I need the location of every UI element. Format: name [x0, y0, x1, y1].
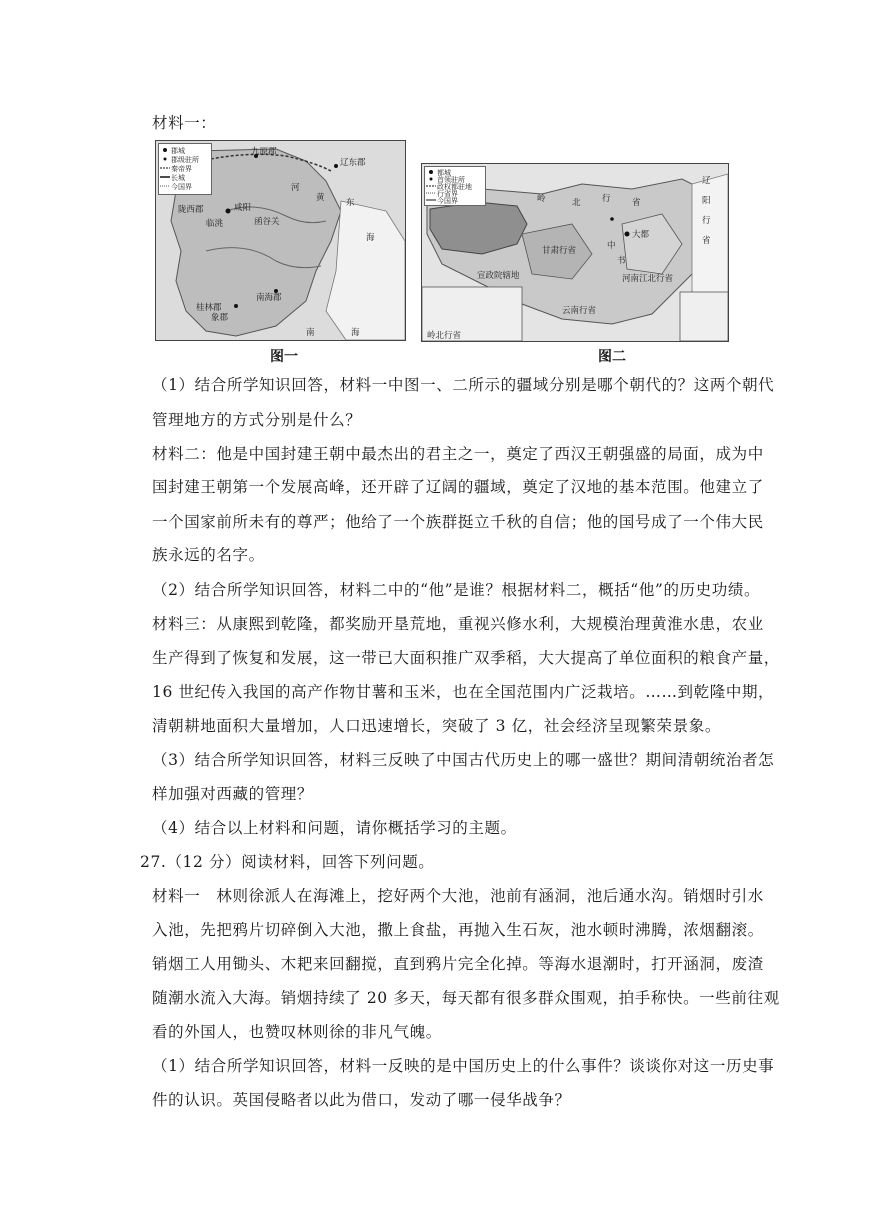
map2-legend-item: 首领驻所	[437, 176, 465, 184]
map1-legend	[158, 143, 212, 195]
map2-legend-item: 今国界	[437, 197, 458, 205]
text-line: 看的外国人，也赞叹林则徐的非凡气魄。	[152, 1023, 442, 1041]
map2-label: 云南行省	[562, 306, 597, 316]
text-line: 国封建王朝第一个发展高峰，还开辟了辽阔的疆域，奠定了汉地的基本范围。他建立了	[152, 478, 764, 496]
map2-legend-item: 政权都驻地	[437, 183, 472, 191]
map2-label: 行	[602, 194, 611, 204]
map1-label: 函谷关	[254, 217, 280, 227]
text-line: 清朝耕地面积大量增加，人口迅速增长，突破了 3 亿，社会经济呈现繁荣景象。	[152, 717, 721, 735]
map2-legend	[424, 166, 486, 206]
map1-label: 桂林郡	[196, 303, 222, 313]
map1-label: 九原郡	[251, 147, 277, 157]
map2-label: 宣政院辖地	[477, 271, 520, 281]
map1-label: 南	[306, 328, 315, 338]
map1-label: 象郡	[211, 313, 229, 323]
map2-label: 省	[702, 236, 711, 246]
question-heading: 27.（12 分）阅读材料，回答下列问题。	[140, 853, 435, 871]
map-figure-2	[421, 163, 729, 342]
map2-legend-symbols	[425, 167, 437, 205]
text-line: （4）结合以上材料和问题，请你概括学习的主题。	[152, 819, 517, 837]
text-line: （1）结合所学知识回答，材料一反映的是中国历史上的什么事件？谈谈你对这一历史事	[152, 1057, 775, 1075]
map1-label: 南海郡	[256, 293, 282, 303]
text-line: 件的认识。英国侵略者以此为借口，发动了哪一侵华战争？	[152, 1091, 571, 1109]
text-line: 材料一 林则徐派人在海滩上，挖好两个大池，池前有涵洞，池后通水沟。销烟时引水	[152, 887, 764, 905]
map2-caption: 图二	[598, 349, 626, 365]
text-line: （3）结合所学知识回答，材料三反映了中国古代历史上的哪一盛世？期间清朝统治者怎	[152, 751, 775, 769]
map1-label: 临洮	[206, 219, 224, 229]
text-line: 16 世纪传入我国的高产作物甘薯和玉米，也在全国范围内广泛栽培。……到乾隆中期，	[152, 683, 775, 701]
map1-label: 辽东郡	[340, 158, 366, 168]
map2-label: 甘肃行省	[542, 246, 577, 256]
map2-label: 辽	[702, 176, 711, 186]
text-line: （2）结合所学知识回答，材料二中的“他”是谁？根据材料二，概括“他”的历史功绩。	[152, 581, 761, 599]
text-line: 销烟工人用锄头、木耙来回翻搅，直到鸦片完全化掉。等海水退潮时，打开涵洞，废渣	[152, 955, 764, 973]
map1-label: 咸阳	[234, 203, 252, 213]
map2-label: 阳	[702, 196, 711, 206]
map2-label: 大都	[632, 230, 650, 240]
map2-label: 北	[572, 198, 581, 208]
map1-legend-item: 郡级驻所	[171, 156, 199, 164]
map2-legend-item: 行省界	[437, 190, 458, 198]
text-line: 族永远的名字。	[152, 546, 265, 564]
text-line: （1）结合所学知识回答，材料一中图一、二所示的疆域分别是哪个朝代的？这两个朝代	[152, 376, 775, 394]
text-line: 管理地方的方式分别是什么？	[152, 411, 362, 429]
map2-label: 书	[617, 256, 626, 266]
map1-legend-symbols	[159, 144, 171, 194]
map1-label: 黄	[316, 193, 325, 203]
map1-label: 海	[351, 328, 360, 338]
map1-legend-item: 长城	[171, 174, 185, 182]
map2-label: 岭北行省	[427, 331, 462, 341]
map1-legend-item: 郡城	[171, 147, 185, 155]
text-line: 样加强对西藏的管理？	[152, 785, 314, 803]
map2-label: 省	[632, 198, 641, 208]
map1-label: 河	[291, 183, 300, 193]
map1-label: 陇西郡	[178, 205, 204, 215]
text-line: 一个国家前所未有的尊严；他给了一个族群挺立千秋的自信；他的国号成了一个伟大民	[152, 513, 764, 531]
map1-legend-item: 秦帝界	[171, 165, 192, 173]
text-line: 生产得到了恢复和发展，这一带已大面积推广双季稻，大大提高了单位面积的粮食产量，	[152, 649, 780, 667]
material1-label: 材料一：	[152, 114, 217, 132]
map1-label: 东	[346, 198, 355, 208]
map2-label: 河南江北行省	[622, 274, 674, 284]
map1-legend-item: 今国界	[171, 183, 192, 191]
map-figure-1	[155, 140, 406, 341]
map2-legend-item: 都城	[437, 169, 451, 177]
map2-label: 行	[702, 216, 711, 226]
map2-label: 中	[607, 241, 616, 251]
map1-caption: 图一	[270, 349, 298, 365]
text-line: 随潮水流入大海。销烟持续了 20 多天，每天都有很多群众围观，拍手称快。一些前往观	[152, 989, 780, 1007]
text-line: 材料三：从康熙到乾隆，都奖励开垦荒地，重视兴修水利，大规模治理黄淮水患，农业	[152, 615, 764, 633]
text-line: 入池，先把鸦片切碎倒入大池，撒上食盐，再抛入生石灰，池水顿时沸腾，浓烟翻滚。	[152, 921, 764, 939]
text-line: 材料二：他是中国封建王朝中最杰出的君主之一，奠定了西汉王朝强盛的局面，成为中	[152, 445, 764, 463]
map1-label: 海	[366, 233, 375, 243]
map2-label: 岭	[537, 194, 546, 204]
